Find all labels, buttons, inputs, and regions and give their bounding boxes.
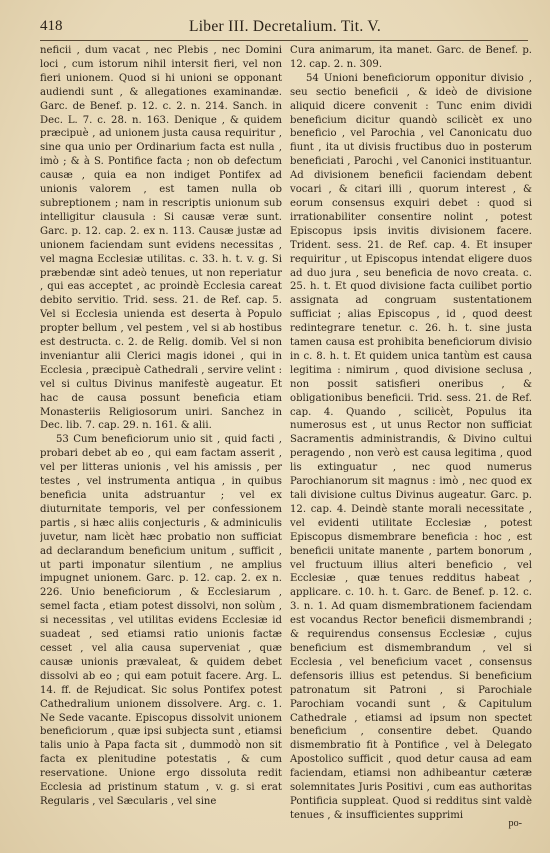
header-rule — [40, 40, 528, 41]
left-column — [40, 44, 282, 809]
text-columns — [40, 44, 532, 834]
paragraph: 54 Unioni beneficiorum opponitur divisio , seu sectio beneficii , & ideò de divisione aliquid dicere convenit : Tunc enim dividi beneficium dicitur quandò scilicèt ex uno beneficio , vel Parochia , vel Canonicatu duo fiunt , ita ut divisis fructibus duo in posterum beneficiati , Parochi , vel Canonici instituantur. Ad divisionem beneficii faciendam debent vocari , & citari illi , quorum interest , & eorum consensus exquiri debet : quod si irrationabiliter consentire nolint , potest Episcopus ipsis invitis divisionem facere. Trident. sess. 21. de Ref. cap. 4. Et insuper requiritur , ut Episcopus intendat eligere duos ad duo jura , seu beneficia de novo creata. c. 25. h. t. Et quod divisione facta cuilibet portio assignata ad congruam sustentationem sufficiat ; alias Episcopus , id , quod deest redintegrare tenetur. c. 26. h. t. sine justa tamen causa est prohibita beneficiorum divisio in c. 8. h. t. Et quidem unica tantùm est causa legitima : nimirum , quod divisione seclusa , non possit satisfieri oneribus , & obligationibus beneficii. Trid. sess. 21. de Ref. cap. 4. Quando , scilicèt, Populus ita numerosus est , ut unus Rector non sufficiat Sacramentis administrandis, & Divino cultui peragendo , non verò est causa legitima , quod lis extinguatur , nec quod numerus Parochianorum sit magnus : imò , nec quod ex tali divisione cultus Divinus augeatur. Garc. p. 12. cap. 4. Deindè stante morali necessitate , vel evidenti utilitate Ecclesiæ , potest Episcopus dismembrare beneficia : hoc , est beneficii unitate manente , partem bonorum , vel fructuum illius alteri beneficio , vel Ecclesiæ , quæ tenues redditus habeat , applicare. c. 10. h. t. Garc. de Benef. p. 12. c. 3. n. 1. Ad quam dismembrationem faciendam est vocandus Rector beneficii dismembrandi ; & requirendus consensus Ecclesiæ , cujus beneficium est dismembrandum , vel si Ecclesia , vel beneficium vacet , consensus defensoris illius est petendus. Si beneficium patronatum sit Patroni , si Parochiale Parochiam vocandi sunt , & Capitulum Cathedrale , etiamsi ad ipsum non spectet beneficium , consentire debet. Quando dismembratio fit à Pontifice , vel à Delegato Apostolico sufficit , quod detur causa ad eam faciendam, etiamsi non adhibeantur cæteræ solemnitates Juris Positivi , cum eas authoritas Pontificia suppleat. Quod si redditus sint valdè tenues , & insufficientes supprimi — [290, 72, 532, 821]
paragraph: 53 Cum beneficiorum unio sit , quid facti , probari debet ab eo , qui eam factam asserit , vel per litteras unionis , vel his amissis , per testes , vel instrumenta antiqua , in quibus beneficia unita adstruantur ; vel ex diuturnitate temporis, vel per confessionem partis , si hæc aliis conjecturis , & adminiculis juvetur, nam licèt hæc probatio non sufficiat ad declarandum beneficium unitum , sufficit , ut parti imponatur silentium , ne amplius impugnet unionem. Garc. p. 12. cap. 2. ex n. 226. Unio beneficiorum , & Ecclesiarum , semel facta , etiam potest dissolvi, non solùm , si necessitas , vel utilitas evidens Ecclesiæ id suadeat , sed etiamsi ratio unionis factæ cesset , vel alia causa superveniat , quæ causæ unionis prævaleat, & quidem debet dissolvi ab eo ; qui eam potuit facere. Arg. L. 14. ff. de Rejudicat. Sic solus Pontifex potest Cathedralium unionem dissolvere. Arg. c. 1. Ne Sede vacante. Episcopus dissolvit unionem beneficiorum , quæ ipsi subjecta sunt , etiamsi talis unio à Papa facta sit , dummodò non sit facta ex plenitudine potestatis , & cum reservatione. Unione ergo dissoluta redit Ecclesia ad pristinum statum , v. g. si erat Regularis , vel Sæcularis , vel sine — [40, 434, 282, 807]
paragraph: neficii , dum vacat , nec Plebis , nec Domini loci , cum istorum nihil intersit fieri, vel non fieri unionem. Quod si hi unioni se opponant audiendi sunt , & allegationes examinandæ. Garc. de Benef. p. 12. c. 2. n. 214. Sanch. in Dec. L. 7. c. 28. n. 163. Denique , & quidem præcipuè , ad unionem justa causa requiritur , sine qua unio per Ordinarium facta est nulla , imò ; & à S. Pontifice facta ; non ob defectum causæ , quia ea non indiget Pontifex ad unionis valorem , est tamen nulla ob subreptionem ; nam in rescriptis unionum sub intelligitur clausula : Si causæ veræ sunt. Garc. p. 12. cap. 2. ex n. 113. Causæ justæ ad unionem faciendam sunt evidens necessitas , vel magna Ecclesiæ utilitas. c. 33. h. t. v. g. Si præbendæ sint adeò tenues, ut non reperiatur , qui eas acceptet , ac proindè Ecclesia careat debito servitio. Trid. sess. 21. de Ref. cap. 5. Vel si Ecclesia unienda est deserta à Populo propter bellum , vel pestem , vel si ab hostibus est destructa. c. 2. de Relig. domib. Vel si non inveniantur alii Clerici magis idonei , qui in Ecclesia , præcipuè Cathedrali , servire velint : vel si cultus Divinus manifestè augeatur. Et hac de causa possunt beneficia etiam Monasteriis Religiosorum uniri. Sanchez in Dec. lib. 7. cap. 29. n. 161. & alii. — [40, 45, 282, 432]
paragraph: Cura animarum, ita manet. Garc. de Benef. p. 12. cap. 2. n. 309. — [290, 45, 532, 70]
page-header — [40, 18, 530, 40]
running-head: Liber III. Decretalium. Tit. V. — [188, 18, 382, 35]
right-column — [282, 44, 532, 823]
catchword: po- — [508, 818, 522, 829]
page-number: 418 — [40, 18, 63, 34]
